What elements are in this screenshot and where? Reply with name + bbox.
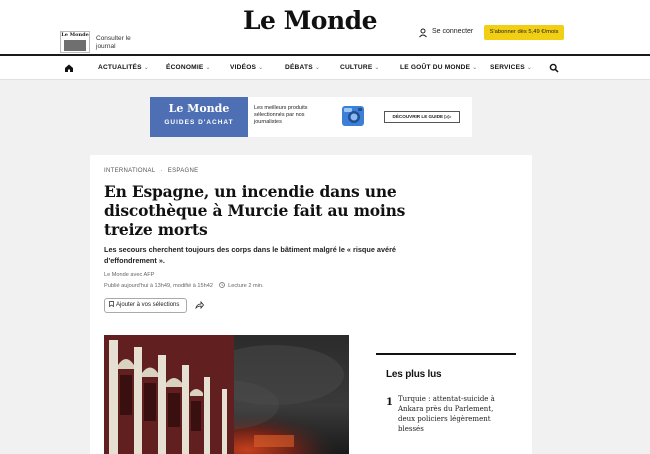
bookmark-icon [109, 301, 114, 307]
nav-item-debats[interactable] [285, 56, 320, 80]
chevron-down-icon: ⌄ [472, 65, 478, 71]
chevron-down-icon: ⌄ [374, 65, 380, 71]
chevron-down-icon: ⌄ [526, 65, 533, 71]
article-photo [104, 335, 349, 454]
most-read-title: Les plus lus [386, 369, 442, 380]
save-label: Ajouter à vos sélections [116, 302, 180, 308]
instant-camera-icon [340, 103, 366, 129]
subscribe-button[interactable]: S'abonner dès 5,49 €/mois [484, 25, 564, 40]
journal-thumb-title: Le Monde [61, 32, 89, 38]
reading-time: Lecture 2 min. [228, 283, 264, 289]
chevron-down-icon: ⌄ [314, 65, 321, 71]
breadcrumb-international[interactable]: INTERNATIONAL [104, 168, 156, 174]
ad-brand-block [150, 97, 248, 137]
search-icon[interactable] [549, 63, 559, 73]
guides-ad-banner[interactable] [150, 97, 472, 137]
nav-item-label: DÉBATS [285, 64, 313, 71]
nav-item-gout-du-monde[interactable] [400, 56, 477, 80]
article-card [90, 155, 532, 454]
site-logo[interactable]: Le Monde [242, 6, 378, 35]
consult-journal-link[interactable]: Consulter le journal [96, 35, 131, 50]
home-icon[interactable] [64, 63, 74, 73]
clock-icon [219, 282, 225, 288]
chevron-down-icon: ⌄ [143, 65, 149, 71]
article-meta [104, 282, 264, 289]
ad-discover-button[interactable]: DÉCOUVRIR LE GUIDE ▷▷ [384, 111, 460, 123]
article-lede: Les secours cherchent toujours des corps dans le bâtiment malgré le « risque avéré d'effondrement ». [104, 245, 396, 265]
most-read-item[interactable]: Turquie : attentat-suicide à Ankara près du Parlement, deux policiers légèrement blessés [398, 395, 495, 433]
publish-date: Publié aujourd'hui à 13h49, modifié à 15h42 [104, 283, 213, 289]
article-headline: En Espagne, un incendie dans une discothèque à Murcie fait au moins treize morts [104, 182, 406, 239]
most-read-panel [376, 353, 516, 454]
nav-item-label: VIDÉOS [230, 64, 257, 71]
nav-item-label: CULTURE [340, 64, 373, 71]
journal-thumb-image [64, 40, 86, 51]
nav-item-actualites[interactable] [98, 56, 149, 80]
breadcrumb-espagne[interactable]: ESPAGNE [167, 168, 199, 174]
user-icon[interactable] [418, 28, 428, 38]
journal-thumbnail[interactable] [60, 31, 90, 53]
nav-item-label: ÉCONOMIE [166, 64, 204, 71]
nav-item-label: ACTUALITÉS [98, 64, 142, 71]
share-icon[interactable] [195, 301, 204, 310]
ad-logo: Le Monde [168, 102, 230, 115]
nav-item-videos[interactable] [230, 56, 263, 80]
main-nav [0, 54, 650, 80]
breadcrumb [104, 168, 203, 174]
nav-item-economie[interactable] [166, 56, 211, 80]
chevron-down-icon: ⌄ [205, 65, 211, 71]
article-byline: Le Monde avec AFP [104, 272, 155, 278]
ad-tagline: GUIDES D'ACHAT [164, 119, 234, 126]
login-link[interactable]: Se connecter [432, 28, 474, 35]
add-to-selections-button[interactable] [104, 298, 187, 313]
most-read-rank: 1 [386, 397, 393, 408]
nav-item-label: LE GOÛT DU MONDE [400, 64, 471, 71]
nav-item-label: SERVICES [490, 64, 525, 71]
top-header [0, 0, 650, 54]
nav-item-services[interactable] [490, 56, 532, 80]
ad-text: Les meilleurs produits sélectionnés par nos journalistes [254, 105, 308, 125]
nav-item-culture[interactable] [340, 56, 380, 80]
breadcrumb-separator: · [160, 168, 163, 174]
chevron-down-icon: ⌄ [258, 65, 264, 71]
